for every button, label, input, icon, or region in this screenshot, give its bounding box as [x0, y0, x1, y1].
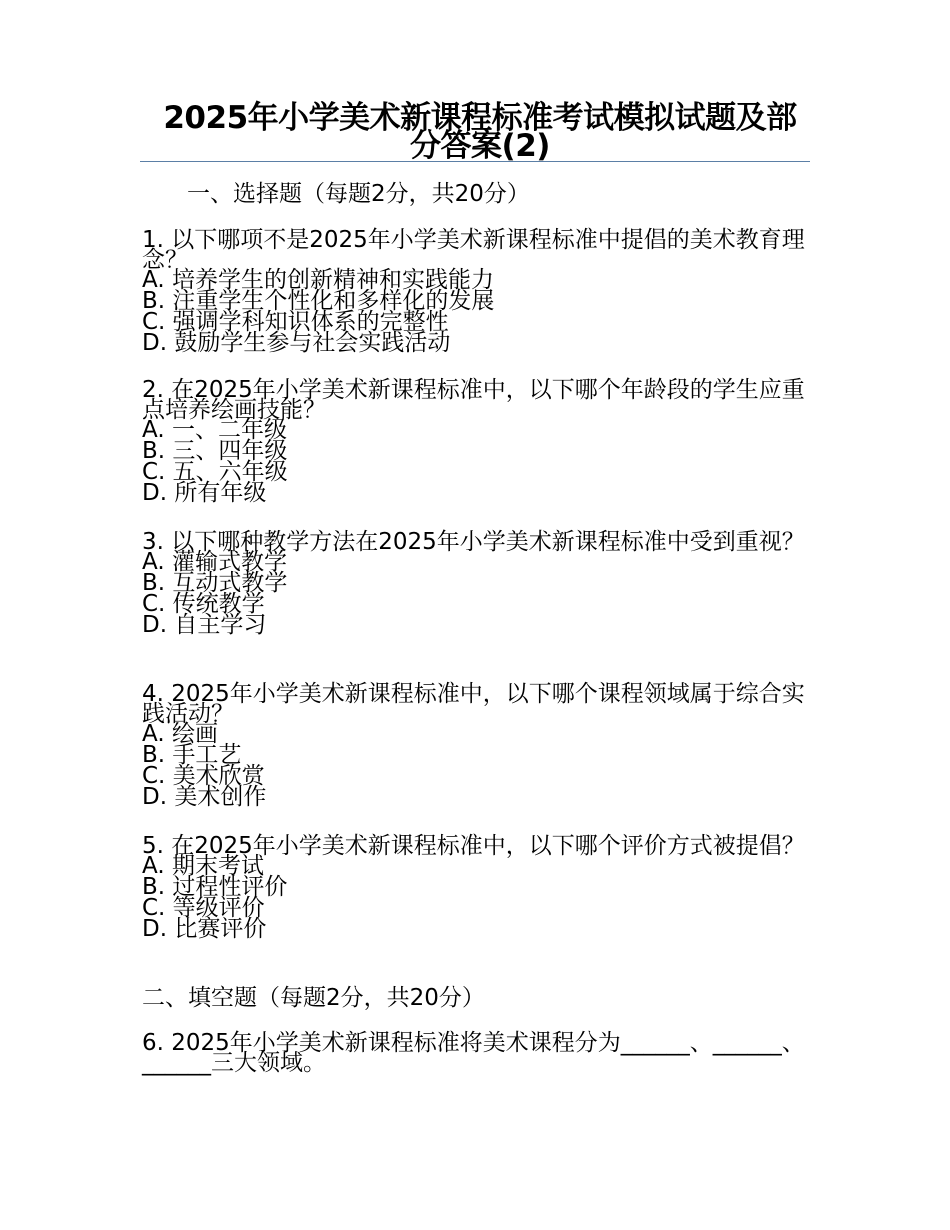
option-a: A. 期末考试 [142, 853, 264, 879]
option-c: C. 美术欣赏 [142, 763, 265, 789]
section-heading-fill: 二、填空题（每题2分，共20分） [142, 985, 485, 1011]
section-heading-choice: 一、选择题（每题2分，共20分） [187, 181, 530, 207]
option-c: C. 五、六年级 [142, 459, 288, 485]
question-2 [142, 377, 812, 506]
option-b: B. 过程性评价 [142, 874, 288, 900]
option-d: D. 比赛评价 [142, 916, 267, 942]
option-d: D. 美术创作 [142, 784, 267, 810]
question-stem: 2. 在2025年小学美术新课程标准中，以下哪个年龄段的学生应重点培养绘画技能？ [142, 377, 805, 423]
option-d: D. 自主学习 [142, 612, 267, 638]
option-b: B. 互动式教学 [142, 570, 288, 596]
title-underline [140, 161, 810, 162]
option-d: D. 所有年级 [142, 480, 267, 506]
option-b: B. 三、四年级 [142, 438, 288, 464]
question-5 [142, 833, 812, 942]
option-a: A. 一、二年级 [142, 417, 287, 443]
question-stem: 3. 以下哪种教学方法在2025年小学美术新课程标准中受到重视？ [142, 529, 805, 555]
option-c: C. 传统教学 [142, 591, 265, 617]
question-6 [142, 1030, 812, 1076]
option-b: B. 手工艺 [142, 742, 242, 768]
option-a: A. 绘画 [142, 721, 218, 747]
question-1 [142, 227, 812, 356]
question-4 [142, 681, 812, 810]
question-stem: 4. 2025年小学美术新课程标准中，以下哪个课程领域属于综合实践活动？ [142, 681, 805, 727]
option-b: B. 注重学生个性化和多样化的发展 [142, 288, 495, 314]
document-title: 2025年小学美术新课程标准考试模拟试题及部分答案(2) [163, 100, 797, 164]
question-stem: 5. 在2025年小学美术新课程标准中，以下哪个评价方式被提倡？ [142, 833, 805, 859]
option-a: A. 灌输式教学 [142, 549, 287, 575]
question-3 [142, 529, 812, 638]
option-d: D. 鼓励学生参与社会实践活动 [142, 330, 451, 356]
question-stem: 1. 以下哪项不是2025年小学美术新课程标准中提倡的美术教育理念？ [142, 227, 805, 273]
option-c: C. 等级评价 [142, 895, 265, 921]
option-c: C. 强调学科知识体系的完整性 [142, 309, 449, 335]
question-stem: 6. 2025年小学美术新课程标准将美术课程分为______、______、______三大领域。 [142, 1030, 805, 1076]
option-a: A. 培养学生的创新精神和实践能力 [142, 267, 494, 293]
